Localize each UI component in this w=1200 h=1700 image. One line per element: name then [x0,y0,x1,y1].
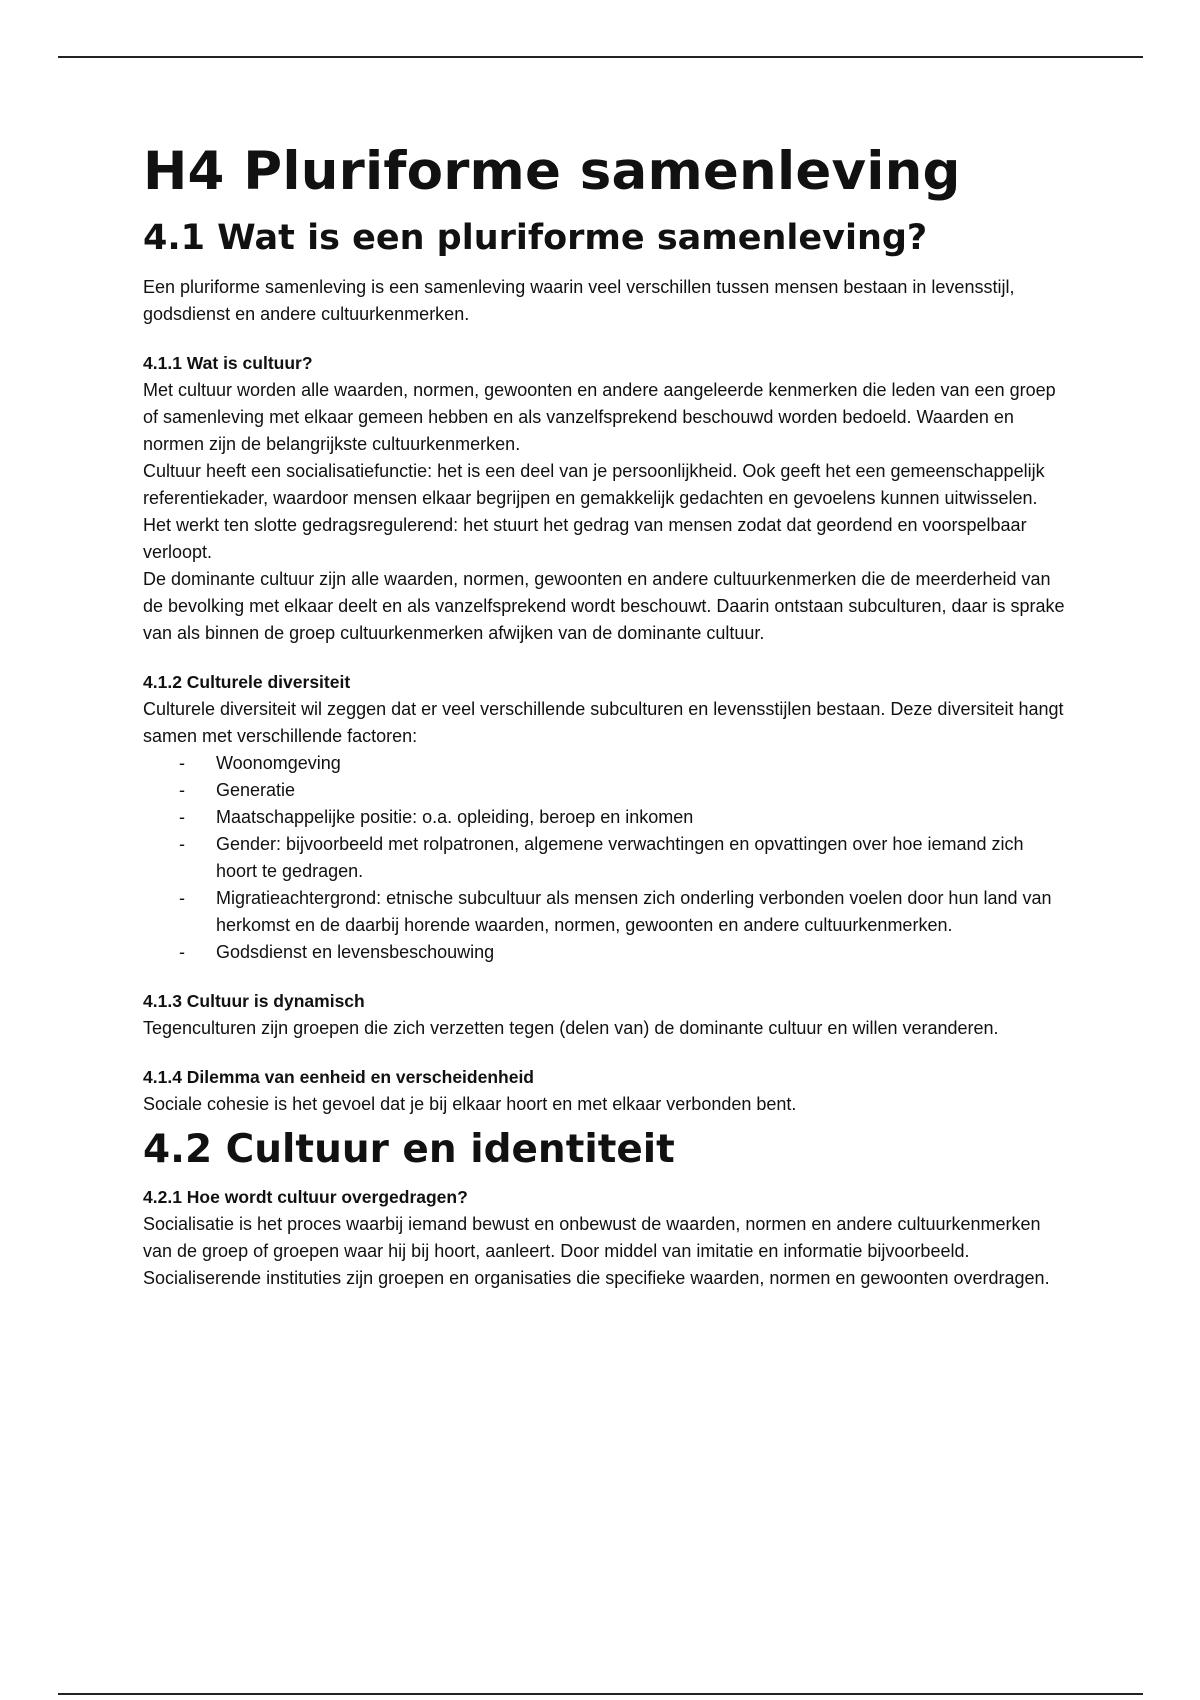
list-item [143,750,1068,777]
section-4-1-intro: Een pluriforme samenleving is een samenleving waarin veel verschillen tussen mensen bestaan in levensstijl, godsdienst en andere cultuurkenmerken. [143,277,1015,324]
document-title: H4 Pluriforme samenleving [143,141,961,202]
section-4-1-heading: 4.1 Wat is een pluriforme samenleving? [143,218,928,258]
list-item-text: Migratieachtergrond: etnische subcultuur als mensen zich onderling verbonden voelen door hun land van herkomst en de daarbij horende waarden, normen, gewoonten en andere cultuurkenmerken. [216,888,1052,935]
list-item-text: Maatschappelijke positie: o.a. opleiding, beroep en inkomen [216,807,694,827]
section-4-2-heading: 4.2 Cultuur en identiteit [143,1127,675,1172]
list-item-text: Godsdienst en levensbeschouwing [216,942,495,962]
subsection-4-2-1-paragraph: Socialiserende instituties zijn groepen en organisaties die specifieke waarden, normen en gewoonten overdragen. [143,1268,1050,1288]
subsection-4-1-1-heading: 4.1.1 Wat is cultuur? [143,353,313,373]
list-item-text: Gender: bijvoorbeeld met rolpatronen, algemene verwachtingen en opvattingen over hoe iemand zich hoort te gedragen. [216,834,1024,881]
bottom-rule [58,1693,1143,1695]
top-rule [58,56,1143,58]
subsection-4-1-2-heading: 4.1.2 Culturele diversiteit [143,672,351,692]
list-item-text: Woonomgeving [216,753,341,773]
list-item [143,831,1068,885]
subsection-4-1-4-heading: 4.1.4 Dilemma van eenheid en verscheidenheid [143,1067,534,1087]
list-item-text: Generatie [216,780,296,800]
subsection-4-2-1-paragraph: Socialisatie is het proces waarbij iemand bewust en onbewust de waarden, normen en andere cultuurkenmerken van de groep of groepen waar hij bij hoort, aanleert. Door middel van imitatie en informatie bijvoorbeeld. [143,1214,1041,1261]
factor-list [143,750,1068,966]
document-body [143,140,1068,1292]
bullet-dash: - [179,780,185,800]
subsection-4-2-1-heading: 4.2.1 Hoe wordt cultuur overgedragen? [143,1187,468,1207]
list-item [143,939,1068,966]
bullet-dash: - [179,807,185,827]
list-item [143,777,1068,804]
subsection-4-1-1-paragraph: De dominante cultuur zijn alle waarden, normen, gewoonten en andere cultuurkenmerken die de meerderheid van de bevolking met elkaar deelt en als vanzelfsprekend wordt beschouwt. Daarin ontstaan subculturen, daar is sprake van als binnen de groep cultuurkenmerken afwijken van de dominante cultuur. [143,569,1065,643]
bullet-dash: - [179,888,185,908]
bullet-dash: - [179,942,185,962]
subsection-4-1-1-paragraph: Met cultuur worden alle waarden, normen, gewoonten en andere aangeleerde kenmerken die leden van een groep of samenleving met elkaar gemeen hebben en als vanzelfsprekend beschouwd worden bedoeld. Waarden en normen zijn de belangrijkste cultuurkenmerken. [143,380,1056,454]
subsection-4-1-2-paragraph: Culturele diversiteit wil zeggen dat er veel verschillende subculturen en levensstijlen bestaan. Deze diversiteit hangt samen met verschillende factoren: [143,699,1064,746]
list-item [143,804,1068,831]
bullet-dash: - [179,753,185,773]
subsection-4-1-1-paragraph: Cultuur heeft een socialisatiefunctie: het is een deel van je persoonlijkheid. Ook geeft het een gemeenschappelijk referentiekader, waardoor mensen elkaar begrijpen en gemakkelijk gedachten en gevoelens kunnen uitwisselen. Het werkt ten slotte gedragsregulerend: het stuurt het gedrag van mensen zodat dat geordend en voorspelbaar verloopt. [143,461,1045,562]
list-item [143,885,1068,939]
bullet-dash: - [179,834,185,854]
subsection-4-1-3-paragraph: Tegenculturen zijn groepen die zich verzetten tegen (delen van) de dominante cultuur en willen veranderen. [143,1018,999,1038]
subsection-4-1-3-heading: 4.1.3 Cultuur is dynamisch [143,991,365,1011]
subsection-4-1-4-paragraph: Sociale cohesie is het gevoel dat je bij elkaar hoort en met elkaar verbonden bent. [143,1094,797,1114]
